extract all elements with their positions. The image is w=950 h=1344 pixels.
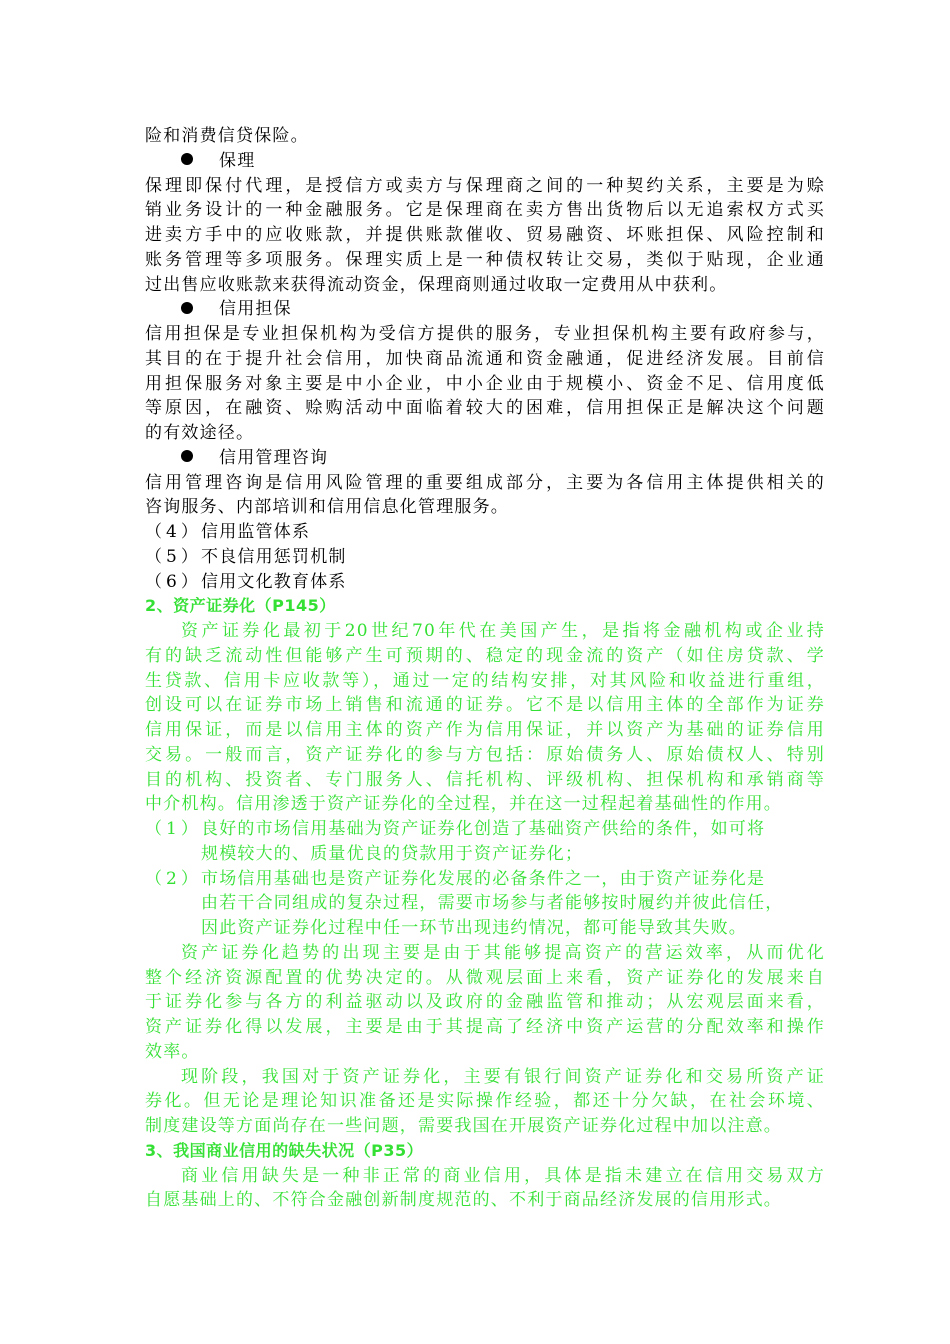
- bullet-icon: [181, 450, 193, 462]
- text-line: 创设可以在证券市场上销售和流通的证券。它不是以信用主体的全部作为证券: [145, 695, 825, 716]
- text-line: 保理即保付代理，是授信方或卖方与保理商之间的一种契约关系，主要是为赊: [145, 175, 825, 196]
- section-heading: 2、资产证券化（P145）: [145, 596, 336, 616]
- bullet-icon: [181, 153, 193, 165]
- text-line: 因此资产证券化过程中任一环节出现违约情况，都可能导致其失败。: [201, 918, 747, 938]
- numbered-item: （6）信用文化教育体系: [145, 571, 347, 592]
- text-line: 生贷款、信用卡应收款等），通过一定的结构安排，对其风险和收益进行重组，: [145, 670, 825, 691]
- text-line: 整个经济资源配置的优势决定的。从微观层面上来看，资产证券化的发展来自: [145, 967, 825, 988]
- numbered-item: （5）不良信用惩罚机制: [145, 546, 347, 567]
- text-line: 制度建设等方面尚存在一些问题，需要我国在开展资产证券化过程中加以注意。: [145, 1116, 782, 1136]
- text-line: 商业信用缺失是一种非正常的商业信用，具体是指未建立在信用交易双方: [181, 1165, 825, 1186]
- text-line: 等原因，在融资、赊购活动中面临着较大的困难，信用担保正是解决这个问题: [145, 398, 825, 419]
- text-line: 过出售应收账款来获得流动资金，保理商则通过收取一定费用从中获利。: [145, 274, 728, 295]
- text-line: 资产证券化最初于20世纪70年代在美国产生，是指将金融机构或企业持: [181, 621, 825, 641]
- text-line: 咨询服务、内部培训和信用信息化管理服务。: [145, 497, 509, 518]
- text-line: 于证券化参与各方的利益驱动以及政府的金融监管和推动；从宏观层面来看，: [145, 992, 825, 1013]
- document-page: [145, 124, 825, 1213]
- text-line: 规模较大的、质量优良的贷款用于资产证券化；: [201, 843, 584, 864]
- numbered-item: （1）良好的市场信用基础为资产证券化创造了基础资产供给的条件，如可将: [145, 819, 766, 839]
- bullet-icon: [181, 302, 193, 314]
- text-line: 的有效途径。: [145, 423, 255, 443]
- text-line: 自愿基础上的、不符合金融创新制度规范的、不利于商品经济发展的信用形式。: [145, 1190, 782, 1211]
- text-line: 信用管理咨询是信用风险管理的重要组成部分，主要为各信用主体提供相关的: [145, 472, 825, 493]
- numbered-item: （2）市场信用基础也是资产证券化发展的必备条件之一，由于资产证券化是: [145, 868, 766, 889]
- text-line: 券化。但无论是理论知识准备还是实际操作经验，都还十分欠缺，在社会环境、: [145, 1091, 825, 1112]
- text-line: 用担保服务对象主要是中小企业，中小企业由于规模小、资金不足、信用度低: [145, 373, 825, 394]
- text-line: 目的机构、投资者、专门服务人、信托机构、评级机构、担保机构和承销商等: [145, 769, 825, 790]
- text-line: 进卖方手中的应收账款，并提供账款催收、贸易融资、坏账担保、风险控制和: [145, 225, 825, 245]
- text-line: 有的缺乏流动性但能够产生可预期的、稳定的现金流的资产（如住房贷款、学: [145, 645, 825, 666]
- text-line: 由若干合同组成的复杂过程，需要市场参与者能够按时履约并彼此信任，: [201, 893, 784, 914]
- numbered-item: （4）信用监管体系: [145, 522, 311, 542]
- text-line: 其目的在于提升社会信用，加快商品流通和资金融通，促进经济发展。目前信: [145, 348, 825, 369]
- text-line: 销业务设计的一种金融服务。它是保理商在卖方售出货物后以无追索权方式买: [145, 200, 825, 221]
- text-line: 现阶段，我国对于资产证券化，主要有银行间资产证券化和交易所资产证: [181, 1066, 825, 1087]
- text-line: 中介机构。信用渗透于资产证券化的全过程，并在这一过程起着基础性的作用。: [145, 794, 782, 815]
- text-line: 信用担保是专业担保机构为受信方提供的服务，专业担保机构主要有政府参与，: [145, 324, 825, 344]
- bullet-item-factoring: 保理: [145, 149, 825, 174]
- text-line: 资产证券化得以发展，主要是由于其提高了经济中资产运营的分配效率和操作: [145, 1017, 825, 1037]
- bullet-item-credit-consulting: 信用管理咨询: [145, 446, 825, 471]
- text-line: 效率。: [145, 1041, 200, 1062]
- bullet-item-credit-guarantee: 信用担保: [145, 297, 825, 322]
- text-line: 账务管理等多项服务。保理实质上是一种债权转让交易，类似于贴现，企业通: [145, 249, 825, 270]
- text-line: 资产证券化趋势的出现主要是由于其能够提高资产的营运效率，从而优化: [181, 942, 825, 963]
- text-line: 险和消费信贷保险。: [145, 126, 309, 146]
- section-heading: 3、我国商业信用的缺失状况（P35）: [145, 1140, 424, 1160]
- text-line: 信用保证，而是以信用主体的资产作为信用保证，并以资产为基础的证券信用: [145, 720, 825, 740]
- text-line: 交易。一般而言，资产证券化的参与方包括：原始债务人、原始债权人、特别: [145, 744, 825, 765]
